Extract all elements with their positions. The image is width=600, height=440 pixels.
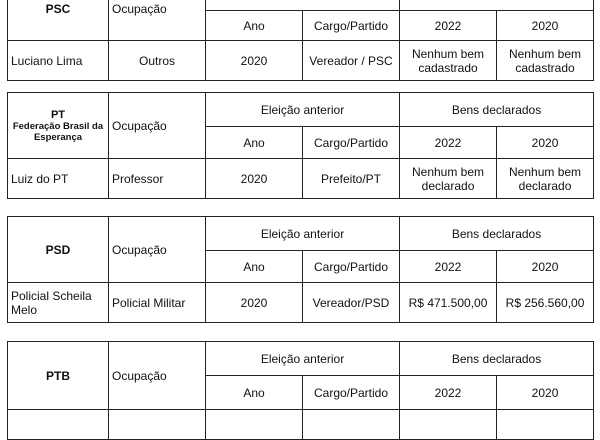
previous-election-header: Eleição anterior xyxy=(206,217,400,251)
candidate-occupation: Policial Militar xyxy=(109,283,206,323)
declared-assets-header: Bens declarados xyxy=(400,93,594,127)
previous-office: Vereador/PSD xyxy=(303,283,400,323)
candidate-name xyxy=(8,410,109,440)
occupation-header: Ocupação xyxy=(109,0,206,41)
office-party-header: Cargo/Partido xyxy=(303,127,400,159)
declared-assets-header xyxy=(400,0,594,11)
previous-office: Prefeito/PT xyxy=(303,159,400,199)
office-party-header: Cargo/Partido xyxy=(303,376,400,410)
candidate-name: Luiz do PT xyxy=(8,159,109,199)
assets-2020-header: 2020 xyxy=(497,376,594,410)
declared-assets-header: Bens declarados xyxy=(400,342,594,376)
assets-2022-value: Nenhum bem cadastrado xyxy=(400,41,497,81)
candidate-name: Luciano Lima xyxy=(8,41,109,81)
office-party-header: Cargo/Partido xyxy=(303,11,400,41)
assets-2022-value xyxy=(400,410,497,440)
occupation-header: Ocupação xyxy=(109,217,206,283)
office-party-header: Cargo/Partido xyxy=(303,251,400,283)
previous-election-header: Eleição anterior xyxy=(206,342,400,376)
assets-2020-header: 2020 xyxy=(497,11,594,41)
previous-office: Vereador / PSC xyxy=(303,41,400,81)
previous-election-year: 2020 xyxy=(206,283,303,323)
assets-2020-header: 2020 xyxy=(497,127,594,159)
party-name: PSC xyxy=(8,0,109,41)
year-header: Ano xyxy=(206,127,303,159)
previous-election-year: 2020 xyxy=(206,159,303,199)
party-name: PTB xyxy=(8,342,109,410)
assets-2020-value: Nenhum bem declarado xyxy=(497,159,594,199)
previous-election-year: 2020 xyxy=(206,41,303,81)
previous-election-year xyxy=(206,410,303,440)
assets-2020-value: Nenhum bem cadastrado xyxy=(497,41,594,81)
assets-2022-header: 2022 xyxy=(400,376,497,410)
assets-2022-value: R$ 471.500,00 xyxy=(400,283,497,323)
occupation-header: Ocupação xyxy=(109,342,206,410)
assets-2020-value xyxy=(497,410,594,440)
assets-2022-header: 2022 xyxy=(400,11,497,41)
year-header: Ano xyxy=(206,251,303,283)
candidate-table-ptb xyxy=(7,341,594,440)
candidate-table-psd xyxy=(7,216,594,323)
assets-2022-header: 2022 xyxy=(400,251,497,283)
previous-election-header: Eleição anterior xyxy=(206,93,400,127)
previous-office xyxy=(303,410,400,440)
candidate-table-psc xyxy=(7,0,594,81)
party-cell xyxy=(8,93,109,159)
candidate-table-pt xyxy=(7,92,594,199)
occupation-header: Ocupação xyxy=(109,93,206,159)
party-name: PSD xyxy=(8,217,109,283)
assets-2020-header: 2020 xyxy=(497,251,594,283)
candidate-occupation xyxy=(109,410,206,440)
previous-election-header xyxy=(206,0,400,11)
party-federation: Federação Brasil da Esperança xyxy=(12,120,104,143)
year-header: Ano xyxy=(206,11,303,41)
candidate-occupation: Outros xyxy=(109,41,206,81)
assets-2022-value: Nenhum bem declarado xyxy=(400,159,497,199)
candidate-name: Policial Scheila Melo xyxy=(8,283,109,323)
declared-assets-header: Bens declarados xyxy=(400,217,594,251)
assets-2020-value: R$ 256.560,00 xyxy=(497,283,594,323)
party-name: PT xyxy=(50,108,66,121)
candidate-occupation: Professor xyxy=(109,159,206,199)
year-header: Ano xyxy=(206,376,303,410)
assets-2022-header: 2022 xyxy=(400,127,497,159)
